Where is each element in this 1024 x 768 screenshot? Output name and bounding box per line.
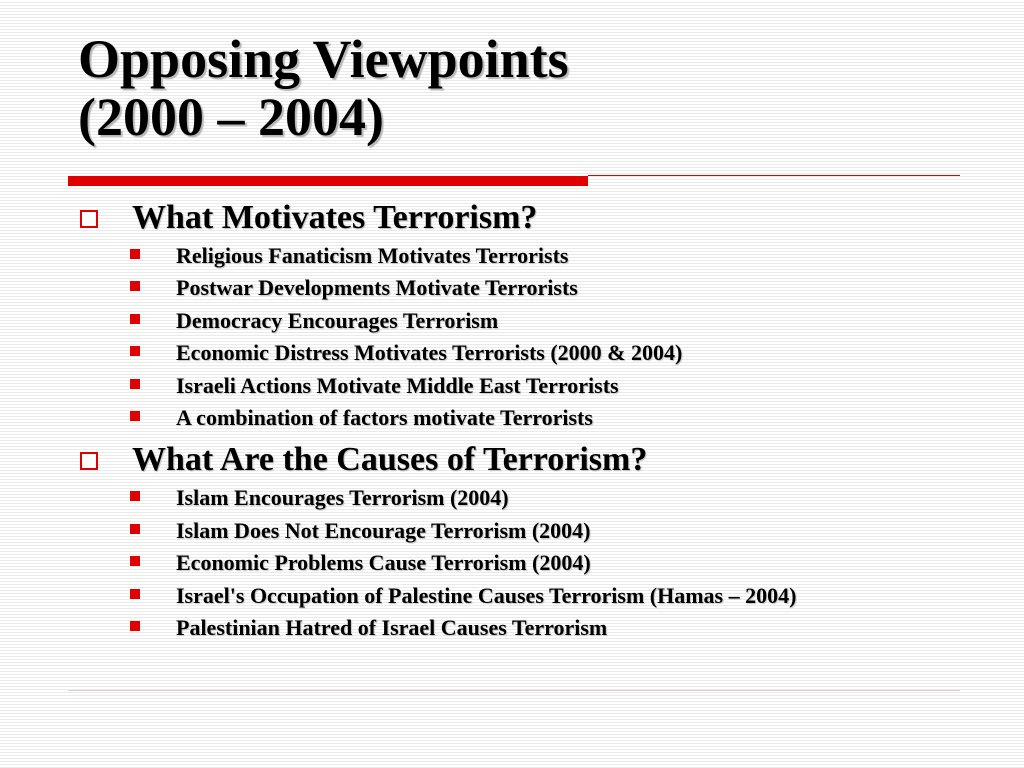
section-heading-text: What Are the Causes of Terrorism? — [132, 441, 648, 479]
list-item-text: Democracy Encourages Terrorism — [176, 307, 499, 333]
list-item — [74, 580, 974, 612]
list-item-text: Israeli Actions Motivate Middle East Terrorists — [176, 372, 619, 398]
list-item — [74, 272, 974, 304]
section-motivates — [74, 198, 974, 434]
section-causes — [74, 440, 974, 644]
section-item-list — [74, 240, 974, 434]
list-item-text: Economic Problems Cause Terrorism (2004) — [176, 550, 591, 576]
title-line-1: Opposing Viewpoints — [78, 29, 569, 89]
section-heading — [74, 198, 974, 238]
square-bullet-icon — [130, 621, 140, 631]
square-bullet-icon — [130, 524, 140, 534]
list-item-text: Palestinian Hatred of Israel Causes Terrorism — [176, 615, 608, 641]
section-heading — [74, 440, 974, 480]
bullet-content — [74, 198, 974, 650]
list-item — [74, 370, 974, 402]
list-item — [74, 305, 974, 337]
section-item-list — [74, 482, 974, 644]
list-item — [74, 482, 974, 514]
list-item — [74, 240, 974, 272]
list-item — [74, 612, 974, 644]
list-item-text: Religious Fanaticism Motivates Terrorists — [176, 243, 569, 268]
square-bullet-icon — [130, 346, 140, 356]
list-item-text: Postwar Developments Motivate Terrorists — [176, 275, 578, 301]
title-underline-thick — [68, 176, 588, 186]
square-bullet-icon — [130, 589, 140, 599]
list-item-text: Islam Does Not Encourage Terrorism (2004) — [176, 517, 591, 543]
square-bullet-icon — [130, 556, 140, 566]
list-item-text: Islam Encourages Terrorism (2004) — [176, 485, 509, 511]
list-item-text: A combination of factors motivate Terrorists — [176, 405, 593, 431]
square-bullet-icon — [130, 314, 140, 324]
list-item — [74, 402, 974, 434]
list-item — [74, 547, 974, 579]
section-heading-text: What Motivates Terrorism? — [132, 199, 538, 236]
list-item — [74, 515, 974, 547]
list-item-text: Economic Distress Motivates Terrorists (2000 & 2004) — [176, 340, 683, 366]
square-bullet-icon — [130, 411, 140, 421]
list-item-text: Israel's Occupation of Palestine Causes Terrorism (Hamas – 2004) — [176, 582, 797, 608]
square-bullet-icon — [130, 379, 140, 389]
title-underline-thin — [588, 175, 960, 176]
square-bullet-icon — [130, 281, 140, 291]
title-line-2: (2000 – 2004) — [78, 87, 384, 147]
square-bullet-icon — [130, 491, 140, 501]
slide-title — [78, 30, 569, 146]
bottom-divider — [68, 690, 960, 691]
list-item — [74, 337, 974, 369]
hollow-square-bullet-icon — [80, 210, 98, 228]
hollow-square-bullet-icon — [80, 452, 98, 470]
square-bullet-icon — [130, 249, 140, 259]
